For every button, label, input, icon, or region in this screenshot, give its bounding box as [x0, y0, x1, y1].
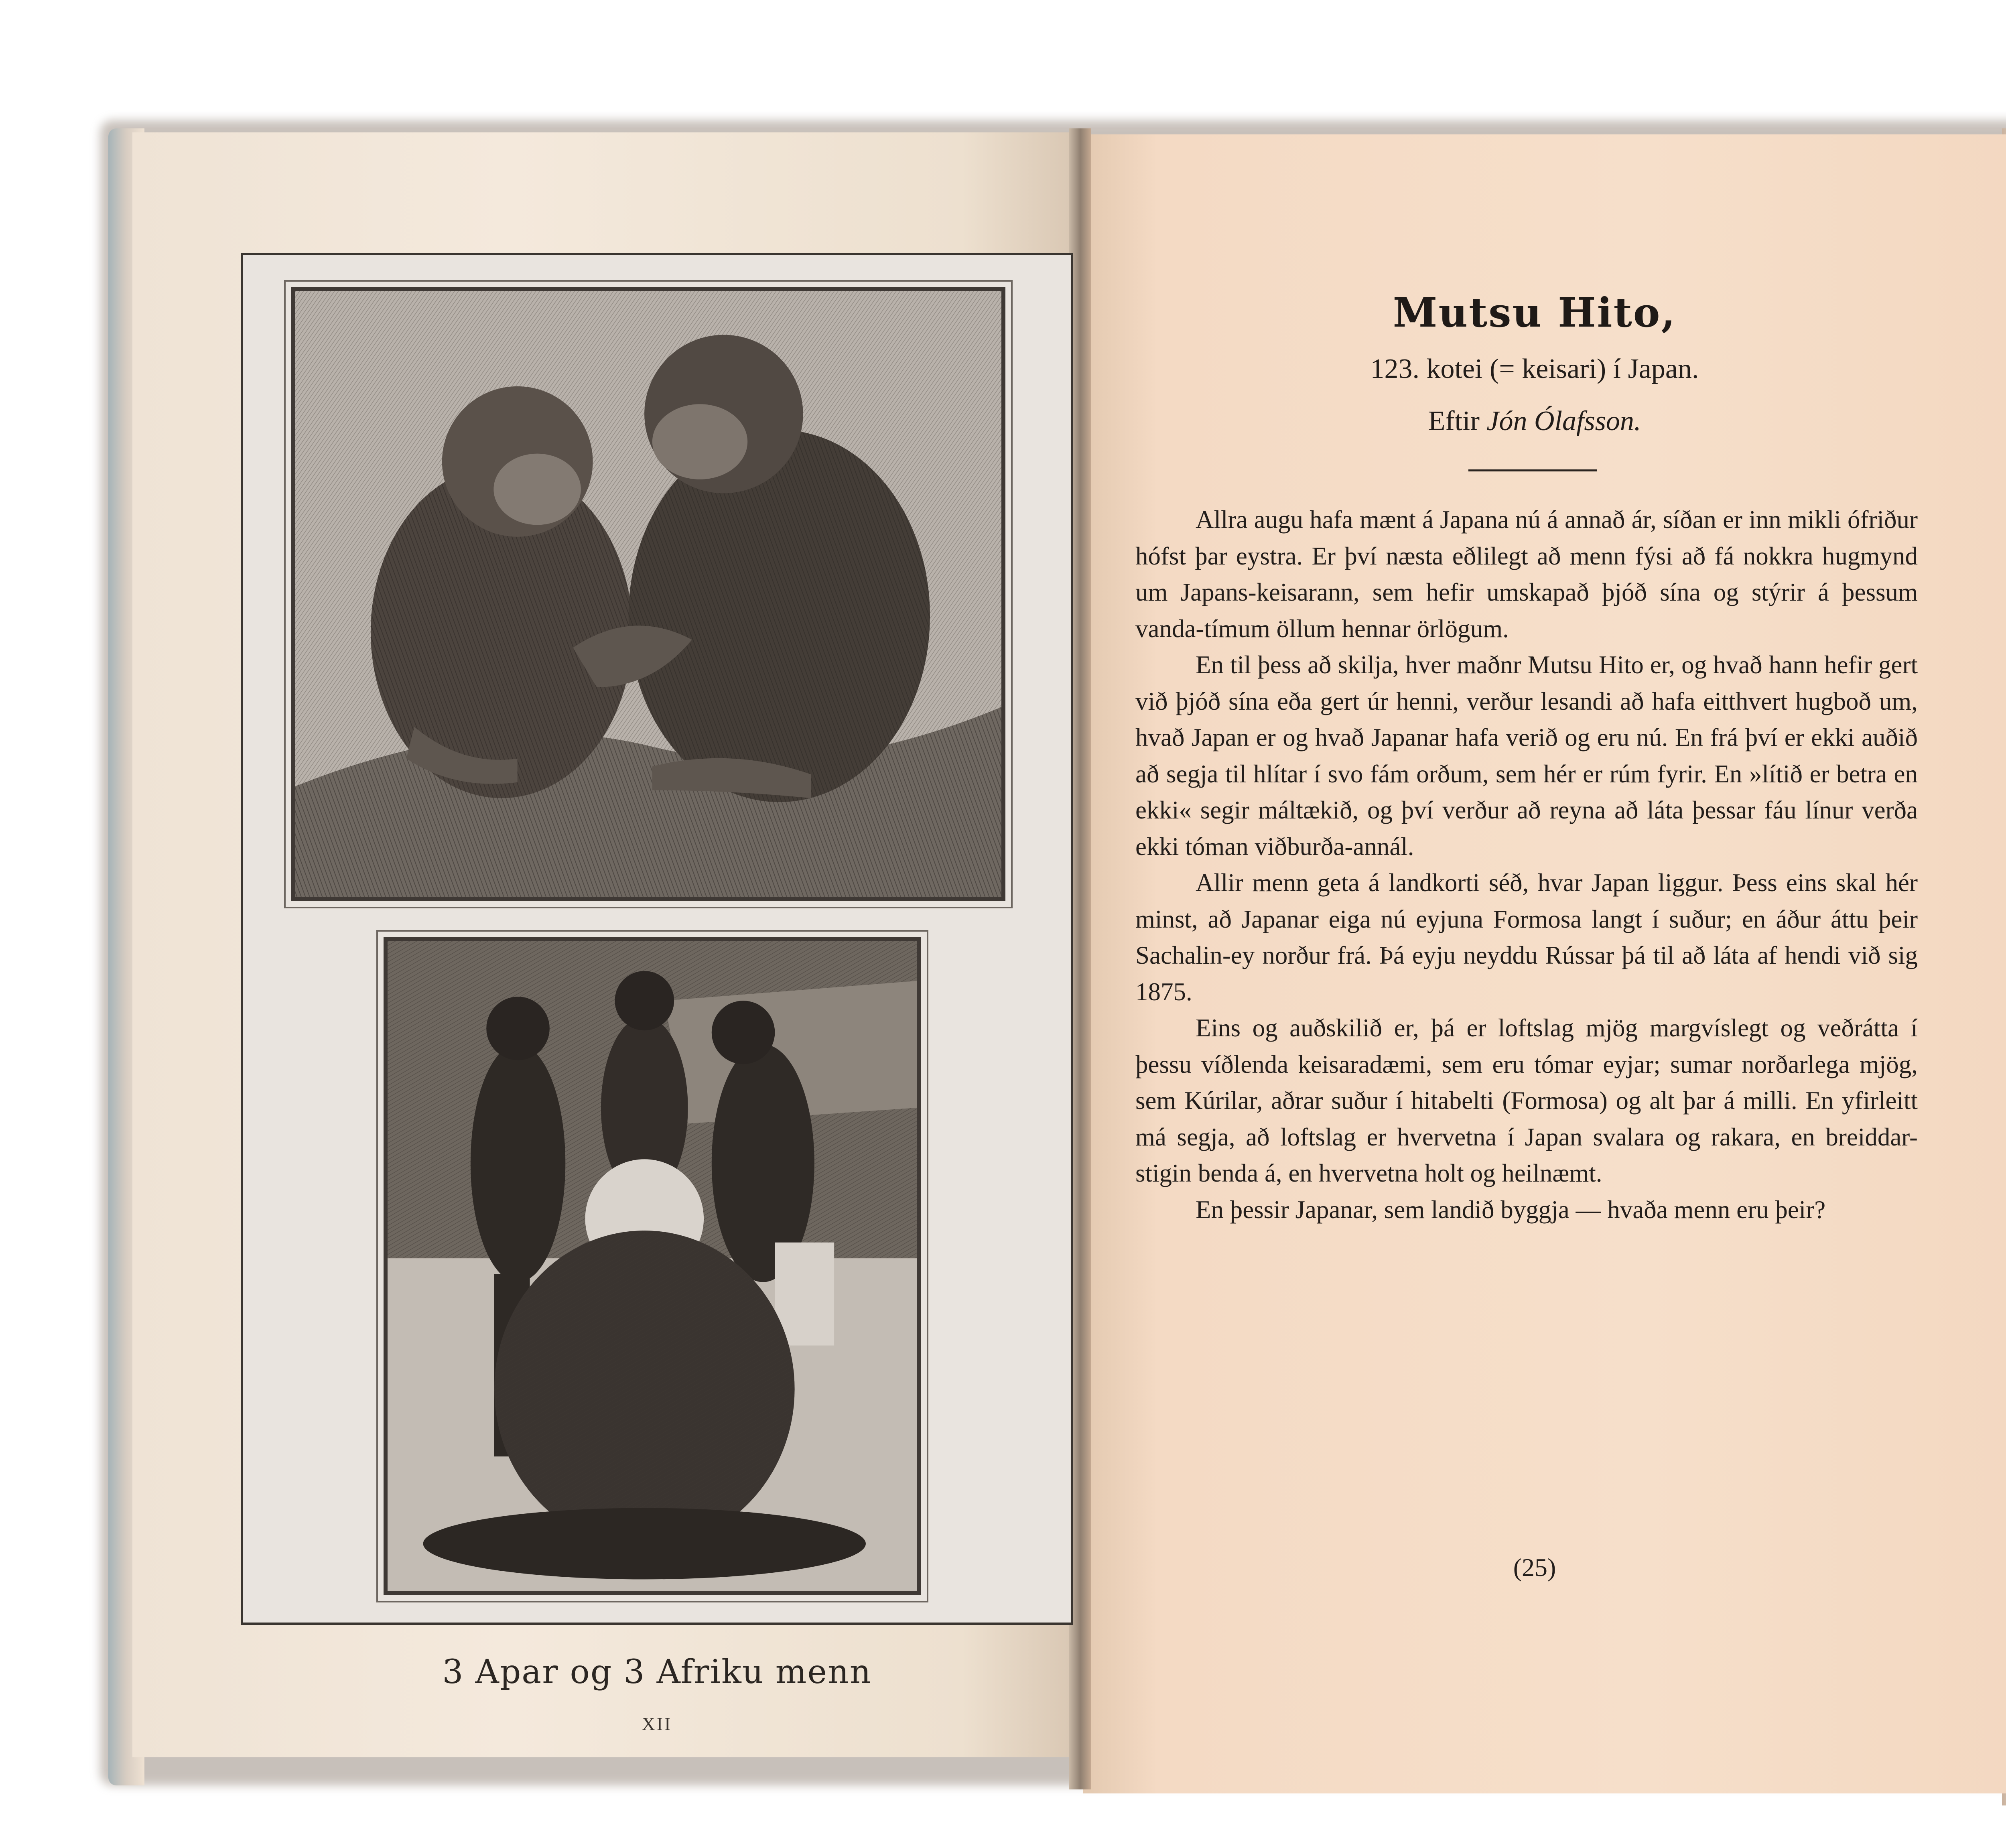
paragraph: Allra augu hafa mænt á Japana nú á annað ár, síðan er inn mikli ófriður hófst þar eystra. Er því næsta eðlilegt að menn fýsi að fá nokkra hugmynd um Japans-keisarann, sem hefir umskapað þjóð sína og stýrir á þessum vanda-tímum öllum hennar örlögum.	[1135, 506, 1918, 643]
gorilla-drawing	[388, 941, 917, 1591]
paragraph: Allir menn geta á landkorti séð, hvar Japan liggur. Þess eins skal hér minst, að Japanar eiga nú eyjuna Formosa langt í suður; en áður áttu þeir Sachalin-ey norður frá. Þá eyju neyddu Rússar þá til að láta af hendi við sig 1875.	[1135, 869, 1918, 1006]
byline-prefix: Eftir	[1428, 406, 1480, 437]
author-name: Jón Ólafsson.	[1486, 406, 1641, 437]
article-subtitle: 123. kotei (= keisari) í Japan.	[1370, 353, 1699, 384]
plate-caption: 3 Apar og 3 Afriku menn	[442, 1653, 872, 1691]
illustration-plate	[241, 253, 1073, 1625]
page-number: (25)	[1513, 1553, 1556, 1582]
article-body	[1135, 502, 1918, 1228]
paragraph: Eins og auðskilið er, þá er loftslag mjög margvíslegt og veðrátta í þessu víðlenda keisaradæmi, sem eru tómar eyjar; sumar norðarlega mjög, sem Kúrilar, aðrar suður í hitabelti (Formosa) og alt þar á milli. En yfirleitt má segja, að loftslag er hvervetna í Japan svalara og rakara, en breiddar-stigin benda á, en hvervetna holt og heilnæmt.	[1135, 1014, 1918, 1187]
title-rule	[1468, 469, 1597, 471]
plate-number: XII	[642, 1714, 672, 1734]
paragraph: En til þess að skilja, hver maðnr Mutsu Hito er, og hvað hann hefir gert við þjóð sína eða gert úr henni, verður lesandi að hafa eitthvert hugboð um, hvað Japan er og hvað Japanar hafa verið og eru nú. En frá því er ekki auðið að segja til hlítar í svo fám orðum, sem hér er rúm fyrir. En »lítið er betra en ekki« segir máltækið, og því verður að reyna að láta þessar fáu línur verða ekki tóman viðburða-annál.	[1135, 651, 1918, 861]
article-byline	[1123, 405, 1946, 437]
paragraph: En þessir Japanar, sem landið byggja — hvaða menn eru þeir?	[1196, 1195, 1826, 1224]
orangutans-drawing	[295, 291, 1001, 897]
gorilla-and-men-engraving	[384, 937, 921, 1595]
two-orangutans-engraving	[291, 287, 1005, 901]
article-title: Mutsu Hito,	[1393, 289, 1677, 336]
